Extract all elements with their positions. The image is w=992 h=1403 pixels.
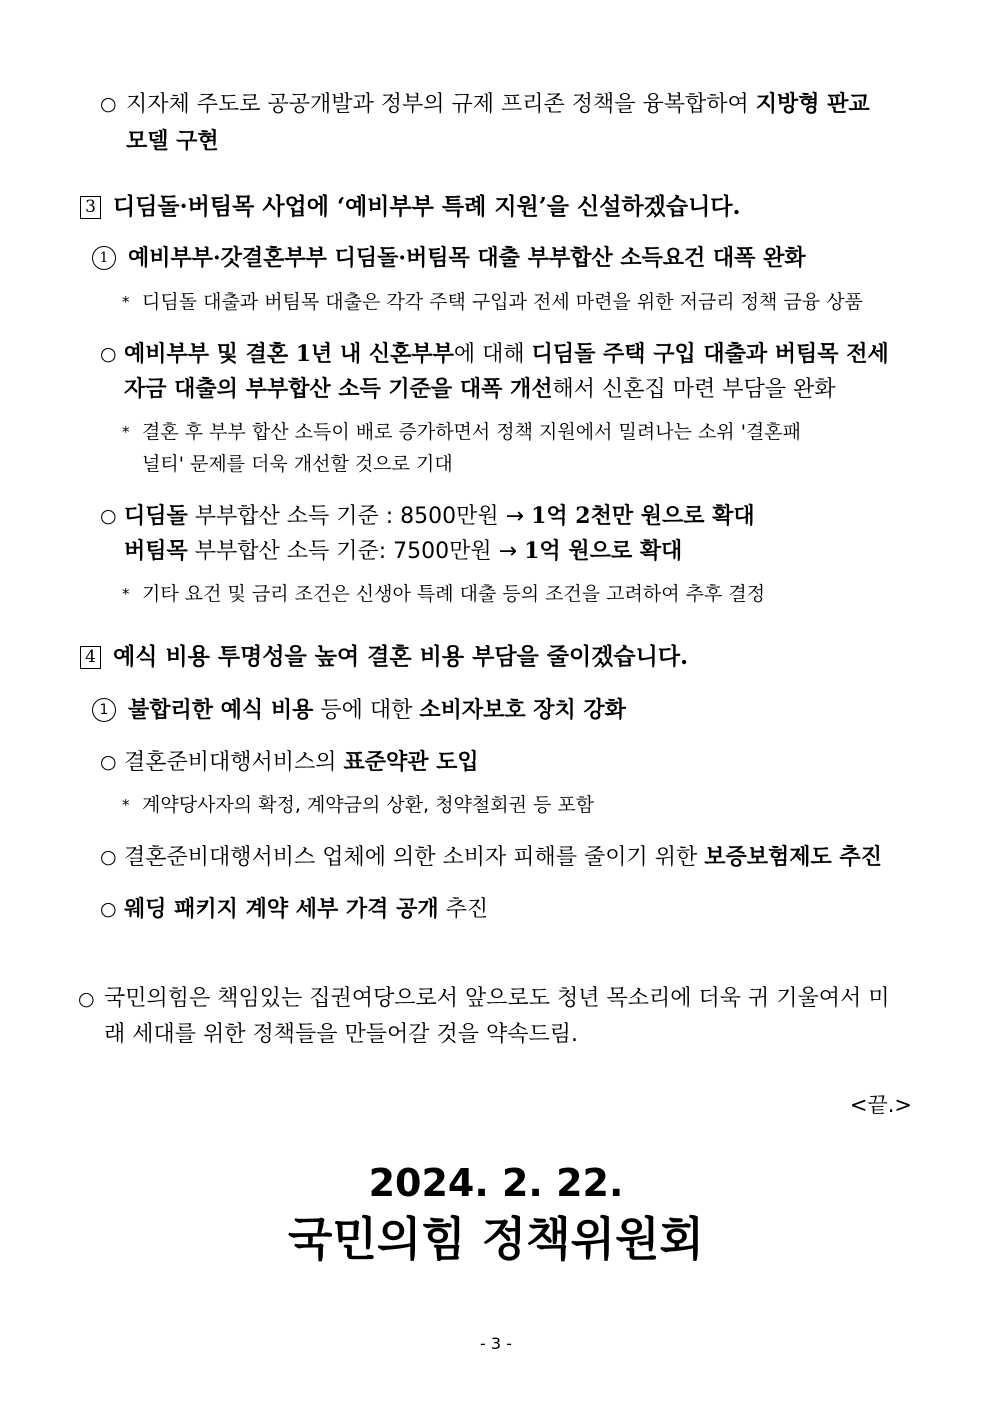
bullet-icon: ○	[100, 93, 117, 115]
section-3-item-1-line-1: 예비부부 및 결혼 1년 내 신혼부부에 대해 디딤돌 주택 구입 대출과 버팀목 전세	[124, 341, 889, 367]
section-3-heading	[80, 191, 741, 223]
bullet-icon: ○	[100, 505, 117, 527]
bullet-icon: ○	[100, 751, 117, 773]
section-3-subheading	[92, 243, 806, 273]
asterisk-icon: *	[122, 796, 130, 814]
section-3-item-2-line-2: 버팀목 부부합산 소득 기준: 7500만원 → 1억 원으로 확대	[124, 538, 683, 564]
bullet-icon: ○	[100, 846, 117, 868]
issuing-organization: 국민의힘 정책위원회	[288, 1212, 704, 1266]
intro-line-1	[126, 89, 870, 120]
end-mark: <끝.>	[849, 1093, 912, 1117]
asterisk-icon: *	[122, 423, 130, 441]
section-4-item-3-text: 웨딩 패키지 계약 세부 가격 공개 추진	[124, 896, 489, 922]
section-4-item-2-text: 결혼준비대행서비스 업체에 의한 소비자 피해를 줄이기 위한 보증보험제도 추진	[124, 844, 882, 870]
page-number: - 3 -	[480, 1334, 512, 1353]
intro-bold-text: 지방형 판교	[755, 91, 870, 117]
section-3-note-1: 디딤돌 대출과 버팀목 대출은 각각 주택 구입과 전세 마련을 위한 저금리 정책 금융 상품	[142, 291, 863, 313]
section-3-title: 디딤돌·버팀목 사업에 ‘예비부부 특례 지원’을 신설하겠습니다.	[113, 193, 741, 220]
closing-line-1: 국민의힘은 책임있는 집권여당으로서 앞으로도 청년 목소리에 더욱 귀 기울여서 미	[104, 986, 890, 1011]
circled-number: 1	[92, 246, 116, 270]
bullet-icon: ○	[100, 898, 117, 920]
section-4-item-1-text: 결혼준비대행서비스의 표준약관 도입	[124, 749, 479, 775]
section-3-note-2-line-2: 널티' 문제를 더욱 개선할 것으로 기대	[142, 453, 453, 475]
circled-number: 1	[92, 698, 116, 722]
intro-line-2: 모델 구현	[126, 128, 219, 154]
asterisk-icon: *	[122, 585, 130, 603]
section-number-box: 3	[80, 196, 101, 219]
bullet-icon: ○	[100, 343, 117, 365]
section-4-note-1: 계약당사자의 확정, 계약금의 상환, 청약철회권 등 포함	[142, 794, 595, 816]
section-3-item-1-line-2: 자금 대출의 부부합산 소득 기준을 대폭 개선해서 신혼집 마련 부담을 완화	[124, 376, 836, 402]
section-3-item-2-line-1: 디딤돌 부부합산 소득 기준 : 8500만원 → 1억 2천만 원으로 확대	[124, 503, 755, 529]
section-4-title: 예식 비용 투명성을 높여 결혼 비용 부담을 줄이겠습니다.	[113, 643, 689, 670]
section-3-subheading-title: 예비부부·갓결혼부부 디딤돌·버팀목 대출 부부합산 소득요건 대폭 완화	[128, 245, 806, 271]
section-4-heading	[80, 641, 688, 673]
section-number-box: 4	[80, 646, 101, 669]
section-4-subheading: 1 불합리한 예식 비용 등에 대한 소비자보호 장치 강화	[92, 695, 626, 726]
bullet-icon: ○	[78, 988, 95, 1010]
section-3-note-3: 기타 요건 및 금리 조건은 신생아 특례 대출 등의 조건을 고려하여 추후 결정	[142, 583, 766, 605]
intro-text: 지자체 주도로 공공개발과 정부의 규제 프리존 정책을 융복합하여	[126, 92, 756, 117]
document-date: 2024. 2. 22.	[368, 1161, 624, 1205]
closing-line-2: 래 세대를 위한 정책들을 만들어갈 것을 약속드림.	[104, 1022, 578, 1047]
section-3-note-2-line-1: 결혼 후 부부 합산 소득이 배로 증가하면서 정책 지원에서 밀려나는 소위 '결혼패	[142, 421, 801, 443]
asterisk-icon: *	[122, 293, 130, 311]
